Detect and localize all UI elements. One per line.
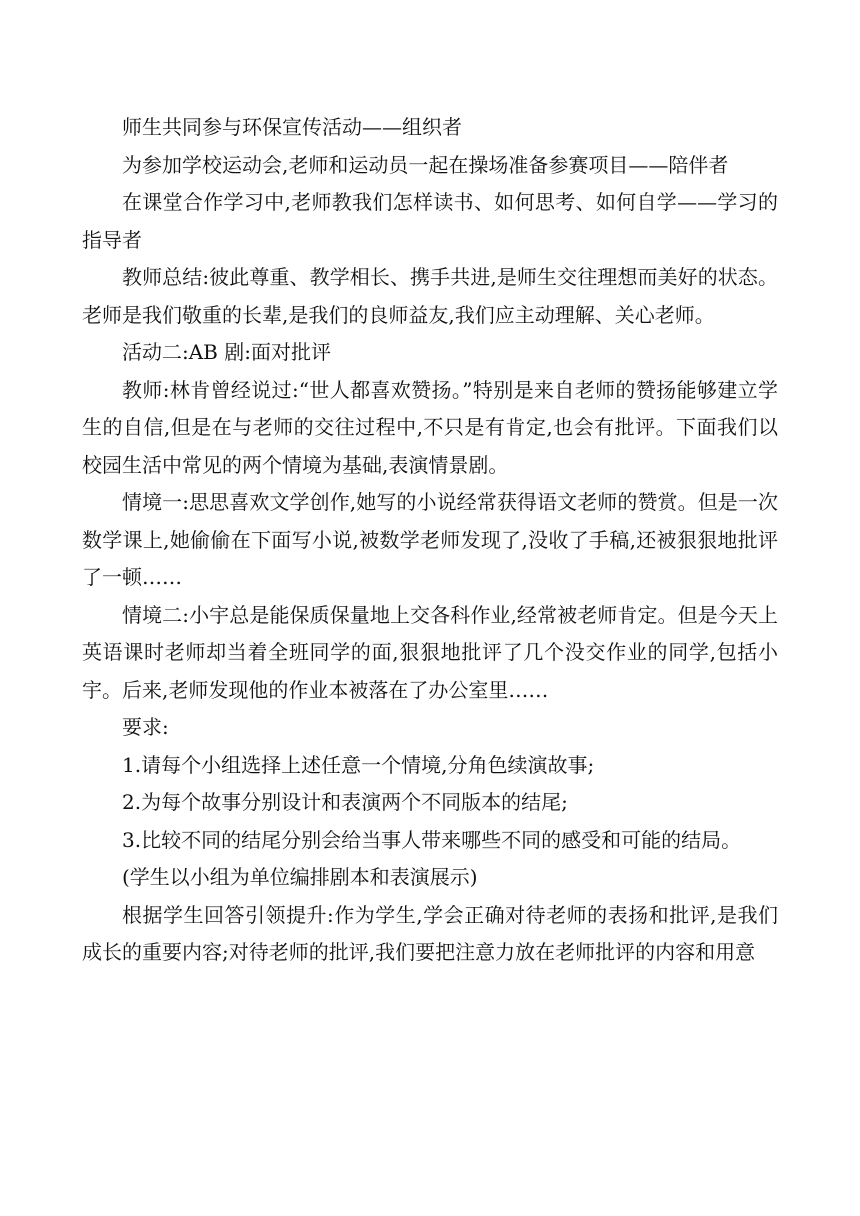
paragraph-teacher-quote: 教师:林肯曾经说过:“世人都喜欢赞扬。”特别是来自老师的赞扬能够建立学生的自信,但是在与老师的交往过程中,不只是有肯定,也会有批评。下面我们以校园生活中常见的两个情境为基础,表演情景剧。 xyxy=(82,377,778,477)
paragraph-role-organizer: 师生共同参与环保宣传活动——组织者 xyxy=(122,115,462,139)
paragraph-requirement-2: 2.为每个故事分别设计和表演两个不同版本的结尾; xyxy=(122,790,568,814)
paragraph-requirements-label: 要求: xyxy=(122,715,169,739)
paragraph-activity-two-heading: 活动二:AB 剧:面对批评 xyxy=(122,340,331,364)
paragraph-conclusion: 根据学生回答引领提升:作为学生,学会正确对待老师的表扬和批评,是我们成长的重要内容;对待老师的批评,我们要把注意力放在老师批评的内容和用意 xyxy=(82,902,778,964)
paragraph-student-activity: (学生以小组为单位编排剧本和表演展示) xyxy=(122,865,478,889)
paragraph-role-companion: 为参加学校运动会,老师和运动员一起在操场准备参赛项目——陪伴者 xyxy=(122,152,729,177)
paragraph-teacher-summary: 教师总结:彼此尊重、教学相长、携手共进,是师生交往理想而美好的状态。老师是我们敬重的长辈,是我们的良师益友,我们应主动理解、关心老师。 xyxy=(82,265,778,327)
paragraph-requirement-1: 1.请每个小组选择上述任意一个情境,分角色续演故事; xyxy=(122,752,595,777)
paragraph-role-guide: 在课堂合作学习中,老师教我们怎样读书、如何思考、如何自学——学习的指导者 xyxy=(82,190,778,252)
document-body xyxy=(82,109,778,972)
paragraph-requirement-3: 3.比较不同的结尾分别会给当事人带来哪些不同的感受和可能的结局。 xyxy=(122,827,742,852)
paragraph-scenario-two: 情境二:小宇总是能保质保量地上交各科作业,经常被老师肯定。但是今天上英语课时老师却当着全班同学的面,狠狠地批评了几个没交作业的同学,包括小宇。后来,老师发现他的作业本被落在了办公室里…… xyxy=(82,602,778,702)
paragraph-scenario-one: 情境一:思思喜欢文学创作,她写的小说经常获得语文老师的赞赏。但是一次数学课上,她偷偷在下面写小说,被数学老师发现了,没收了手稿,还被狠狠地批评了一顿…… xyxy=(82,490,778,589)
